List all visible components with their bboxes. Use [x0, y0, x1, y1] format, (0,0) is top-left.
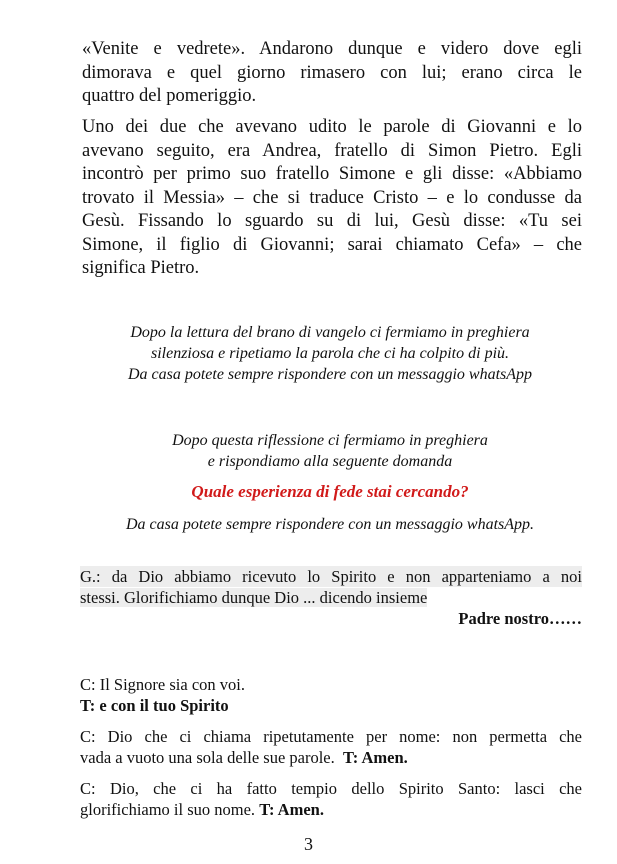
people-response: T: Amen. — [259, 800, 324, 819]
gospel-line: incontrò per primo suo fratello Simone e gli disse: «Abbiamo — [82, 164, 582, 184]
celebrant-line: C: Dio, che ci ha fatto tempio dello Spirito Santo: lasci che — [80, 779, 582, 798]
note-line: Da casa potete sempre rispondere con un messaggio whatsApp — [127, 366, 533, 383]
prayer-intro — [80, 566, 582, 629]
dialogue-1 — [80, 674, 582, 716]
gospel-line: Uno dei due che avevano udito le parole di Giovanni e lo — [82, 117, 582, 137]
prayer-line: G.: da Dio abbiamo ricevuto lo Spirito e non apparteniamo a noi — [80, 567, 582, 586]
gospel-line: Simone, il figlio di Giovanni; sarai chiamato Cefa» – che — [82, 234, 582, 255]
dialogue-3 — [80, 778, 582, 820]
gospel-line: avevano seguito, era Andrea, fratello di Simon Pietro. Egli — [82, 140, 582, 161]
page-number: 3 — [304, 834, 313, 854]
gospel-line: trovato il Messia» – che si traduce Cristo – e lo condusse da — [82, 187, 582, 208]
gospel-paragraph-2 — [82, 116, 582, 281]
note-line: silenziosa e ripetiamo la parola che ci ha colpito di più. — [150, 345, 510, 362]
gospel-line: dimorava e quel giorno rimasero con lui; erano circa le — [82, 62, 582, 83]
dialogue-2 — [80, 726, 582, 768]
instruction-note-3: Da casa potete sempre rispondere con un messaggio whatsApp. — [125, 516, 535, 533]
celebrant-line: C: Dio che ci chiama ripetutamente per nome: non permetta che — [80, 727, 582, 746]
gospel-line: significa Pietro. — [82, 258, 200, 278]
people-response: T: e con il tuo Spirito — [80, 696, 229, 715]
reflection-question: Quale esperienza di fede stai cercando? — [191, 482, 469, 501]
note-line: Dopo la lettura del brano di vangelo ci fermiamo in preghiera — [130, 324, 530, 341]
gospel-line: quattro del pomeriggio. — [82, 86, 257, 106]
gospel-line: Gesù. Fissando lo sguardo su di lui, Gesù disse: «Tu sei — [82, 211, 582, 231]
instruction-note-1 — [60, 322, 600, 385]
celebrant-line: glorifichiamo il suo nome. — [80, 800, 256, 819]
gospel-paragraph-1 — [82, 38, 582, 109]
instruction-note-2 — [60, 430, 600, 472]
prayer-line: stessi. Glorifichiamo dunque Dio ... dicendo insieme — [80, 588, 428, 607]
note-line: Dopo questa riflessione ci fermiamo in preghiera — [172, 432, 488, 449]
celebrant-line: vada a vuoto una sola delle sue parole. — [80, 748, 335, 767]
people-response: T: Amen. — [343, 748, 408, 767]
note-line: e rispondiamo alla seguente domanda — [207, 453, 453, 470]
gospel-line: «Venite e vedrete». Andarono dunque e videro dove egli — [82, 39, 582, 59]
prayer-closing: Padre nostro…… — [458, 609, 582, 628]
celebrant-line: C: Il Signore sia con voi. — [80, 675, 245, 694]
